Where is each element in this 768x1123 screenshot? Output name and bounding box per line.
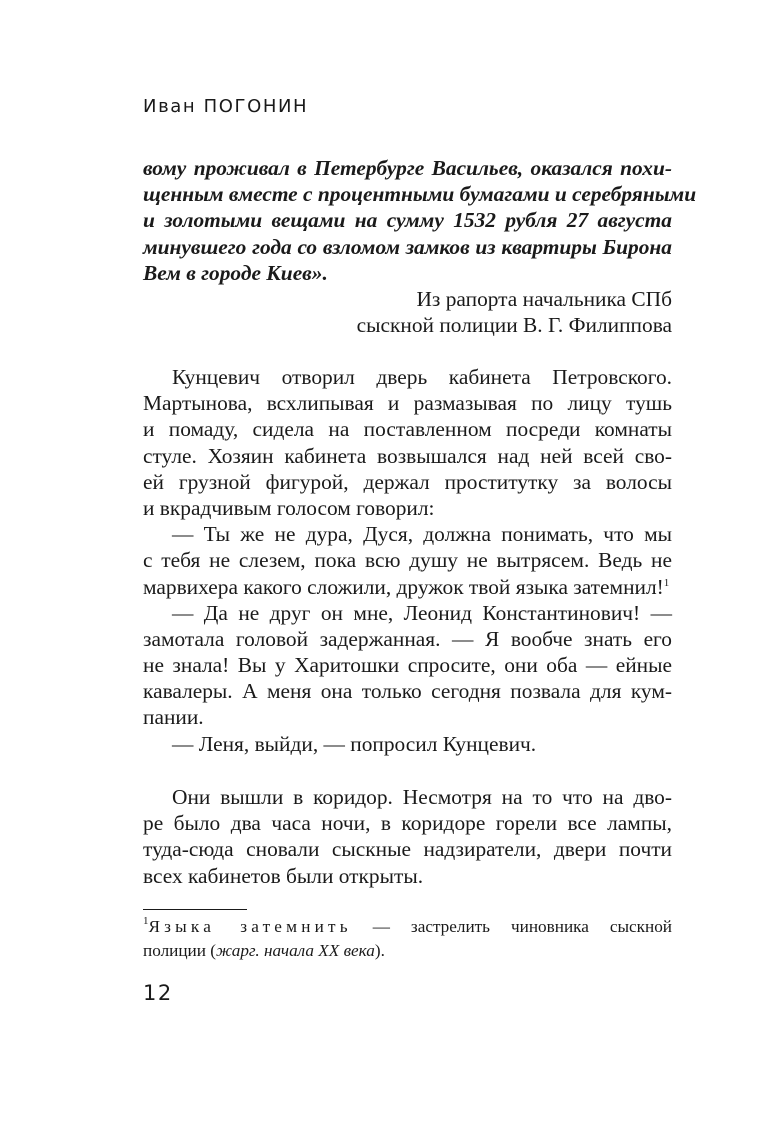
epigraph-attribution (143, 286, 672, 338)
dialogue-text: марвихера какого сложили, дружок твой языка затемнил! (143, 574, 664, 599)
paragraph-line: Кунцевич отворил дверь кабинета Петровского. (172, 365, 672, 389)
paragraph-line: Они вышли в коридор. Несмотря на то что на дво- (172, 785, 672, 809)
dialogue-line: — Да не друг он мне, Леонид Константинович! — (172, 600, 672, 625)
footnote-text: ). (374, 941, 385, 960)
footnote-text: полиции ( (143, 941, 216, 960)
body-paragraph (143, 364, 672, 757)
paragraph-line: и помаду, сидела на поставленном посреди комнаты (143, 417, 672, 442)
dialogue-line (143, 574, 672, 600)
footnote (143, 915, 672, 963)
footnote-marker: 1 (143, 915, 149, 927)
paragraph-line: ей грузной фигурой, держал проститутку за волосы (143, 469, 672, 494)
paragraph-line: стуле. Хозяин кабинета возвышался над ней всей сво- (143, 443, 672, 468)
footnote-definition: — застрелить чиновника сыскной (351, 917, 672, 936)
footnote-line (143, 915, 672, 939)
running-head: Иван ПОГОНИН (143, 96, 309, 117)
footnote-term: Языка затемнить (148, 917, 352, 936)
attribution-line: сыскной полиции В. Г. Филиппова (356, 313, 672, 338)
quote-line: Вем в городе Киев». (143, 260, 328, 285)
dialogue-line: кавалеры. А меня она только сегодня позвала для кум- (143, 679, 672, 704)
dialogue-line: — Ты же не дура, Дуся, должна понимать, что мы (172, 522, 672, 547)
epigraph-quote (143, 155, 697, 286)
paragraph-line: и вкрадчивым голосом говорил: (143, 495, 435, 520)
footnote-reference[interactable]: 1 (663, 576, 670, 589)
paragraph-line: ре было два часа ночи, в коридоре горели все лампы, (143, 811, 672, 836)
paragraph-line: всех кабинетов были открыты. (143, 863, 424, 888)
dialogue-line: с тебя не слезем, пока всю душу не вытрясем. Ведь не (143, 548, 672, 573)
quote-line: и золотыми вещами на сумму 1532 рубля 27 августа (143, 208, 672, 233)
quote-line: щенным вместе с процентными бумагами и серебряными (143, 182, 697, 207)
dialogue-line: — Леня, выйди, — попросил Кунцевич. (172, 731, 537, 756)
body-paragraph (143, 784, 672, 889)
paragraph-line: туда-сюда сновали сыскные надзиратели, двери почти (143, 837, 672, 862)
footnote-divider (143, 909, 247, 910)
dialogue-line: пании. (143, 705, 204, 730)
quote-line: вому проживал в Петербурге Васильев, оказался похи- (143, 156, 672, 180)
attribution-line: Из рапорта начальника СПб (416, 287, 672, 311)
footnote-italic: жарг. начала XX века (215, 941, 375, 960)
page-number: 12 (143, 981, 173, 1005)
footnote-line (143, 939, 672, 963)
dialogue-line: не знала! Вы у Харитошки спросите, они оба — ейные (143, 653, 672, 678)
quote-line: минувшего года со взломом замков из квартиры Бирона (143, 234, 672, 259)
paragraph-line: Мартынова, всхлипывая и размазывая по лицу тушь (143, 391, 672, 416)
dialogue-line: замотала головой задержанная. — Я вообче знать его (143, 626, 672, 651)
